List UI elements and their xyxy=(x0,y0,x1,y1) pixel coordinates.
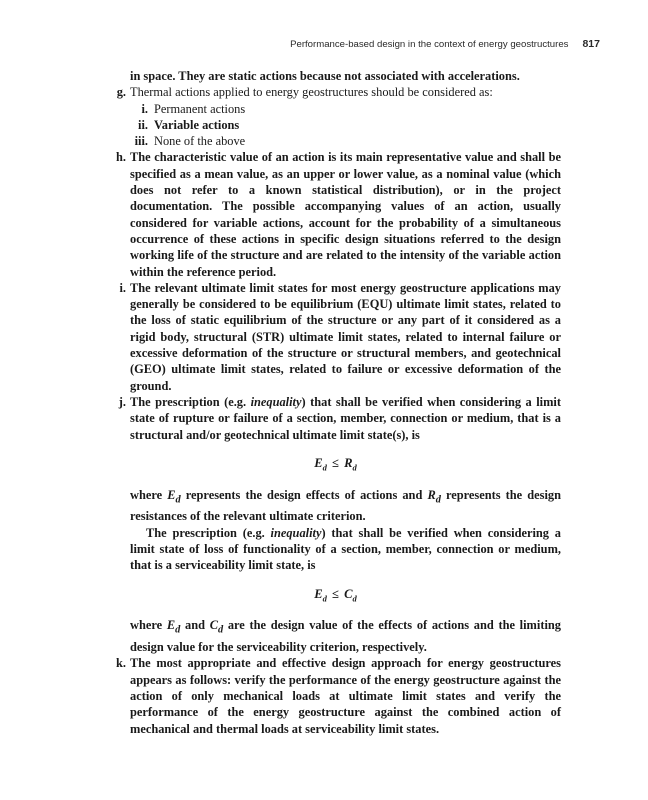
text-fragment: and xyxy=(180,618,210,633)
option-g-ii xyxy=(110,117,561,133)
serviceability-emphasis: inequality xyxy=(270,525,322,540)
eq1-rhs: R xyxy=(344,455,353,470)
question-g-text: Thermal actions applied to energy geostructures should be considered as: xyxy=(130,85,493,100)
symbol-e: E xyxy=(167,487,176,502)
option-g-iii xyxy=(110,133,561,149)
eq1-operator: ≤ xyxy=(332,455,339,470)
symbol-c: C xyxy=(209,618,218,633)
symbol-c-sub: d xyxy=(217,624,224,636)
equation-ultimate xyxy=(110,455,561,476)
statement-h xyxy=(110,149,561,279)
eq2-lhs: E xyxy=(314,586,323,601)
eq2-rhs: C xyxy=(344,586,353,601)
eq1-rhs-sub: d xyxy=(352,462,357,473)
statement-j-emphasis: inequality xyxy=(250,394,302,409)
equation-serviceability xyxy=(110,586,561,607)
text-fragment: The prescription (e.g. xyxy=(146,525,271,540)
option-g-i xyxy=(110,101,561,117)
text-fragment: are the design value of the effects of actions and the limiting design value for the serviceability criterion, respectively. xyxy=(130,618,561,655)
question-g xyxy=(110,84,561,100)
statement-j-text-b: ) that shall be verified when considering a limit state of rupture or failure of a section, member, connection or medium, that is a structural and/or geotechnical ultimate limit state(s), is xyxy=(130,394,561,442)
eq1-lhs-sub: d xyxy=(322,462,327,473)
eq2-operator: ≤ xyxy=(332,586,339,601)
symbol-r-sub: d xyxy=(435,494,441,506)
option-label: ii. xyxy=(138,117,148,132)
statement-j-text-a: The prescription (e.g. xyxy=(130,394,251,409)
running-title: Performance-based design in the context of energy geostructures xyxy=(290,39,569,50)
eq1-lhs: E xyxy=(314,455,323,470)
page-body xyxy=(110,68,561,737)
option-text: Permanent actions xyxy=(154,101,246,116)
text-fragment: represents the design resistances of the relevant ultimate criterion. xyxy=(130,487,562,524)
text-fragment: ) that shall be verified when considering a limit state of loss of functionality of a section, member, connection or medium, that is a serviceability limit state, is xyxy=(130,525,561,573)
option-text: Variable actions xyxy=(154,117,240,132)
symbol-e-sub: d xyxy=(175,624,181,636)
symbol-e-sub: d xyxy=(175,494,181,506)
statement-i-label: i. xyxy=(119,280,126,295)
text-fragment: where xyxy=(130,618,167,633)
option-label: iii. xyxy=(134,134,148,149)
symbol-e: E xyxy=(166,618,176,633)
eq2-rhs-sub: d xyxy=(352,593,357,604)
option-text: None of the above xyxy=(154,134,246,149)
question-g-label: g. xyxy=(116,85,126,100)
text-fragment: where xyxy=(130,487,168,502)
serviceability-paragraph xyxy=(110,525,561,574)
statement-h-text: The characteristic value of an action is its main representative value and shall be specified as a mean value, as an upper or lower value, as a nominal value (which does not refer to a known statistical distribution), or in the project documentation. The possible accompanying values of an action, usually considered for variable actions, account for the probability of a simultaneous occurrence of these actions in specific design situations referred to the design working life of the structure and are related to the intensity of the variable action within the reference period. xyxy=(130,150,561,279)
statement-i-text: The relevant ultimate limit states for most energy geostructure applications may generally be considered to be equilibrium (EQU) ultimate limit states, related to the loss of static equilibrium of the structure or any part of it considered as a rigid body, structural (STR) ultimate limit states, related to internal failure or excessive deformation of the structure or structural members, and geotechnical (GEO) ultimate limit states, related to failure or excessive deformation of the ground. xyxy=(130,280,561,393)
statement-k-label: k. xyxy=(116,656,126,671)
running-header xyxy=(40,38,600,50)
option-label: i. xyxy=(141,101,148,116)
statement-i xyxy=(110,280,561,394)
equation-serviceability-explanation xyxy=(110,617,561,655)
statement-k xyxy=(110,655,561,736)
statement-j-label: j. xyxy=(118,394,126,409)
eq2-lhs-sub: d xyxy=(322,593,327,604)
intro-continuation: in space. They are static actions because not associated with accelerations. xyxy=(130,69,520,83)
page-number: 817 xyxy=(582,38,600,50)
text-fragment: represents the design effects of actions and xyxy=(180,487,428,502)
statement-h-label: h. xyxy=(116,150,126,165)
statement-k-text: The most appropriate and effective design approach for energy geostructures appears as follows: verify the performance of the energy geostructure against the action of only mechanical loads at ultimate limit states and verify the performance of the energy geostructure against the combined action of mechanical and thermal loads at serviceability limit states. xyxy=(130,656,561,736)
statement-j xyxy=(110,394,561,443)
symbol-r: R xyxy=(427,487,436,502)
equation-ultimate-explanation xyxy=(110,487,561,525)
